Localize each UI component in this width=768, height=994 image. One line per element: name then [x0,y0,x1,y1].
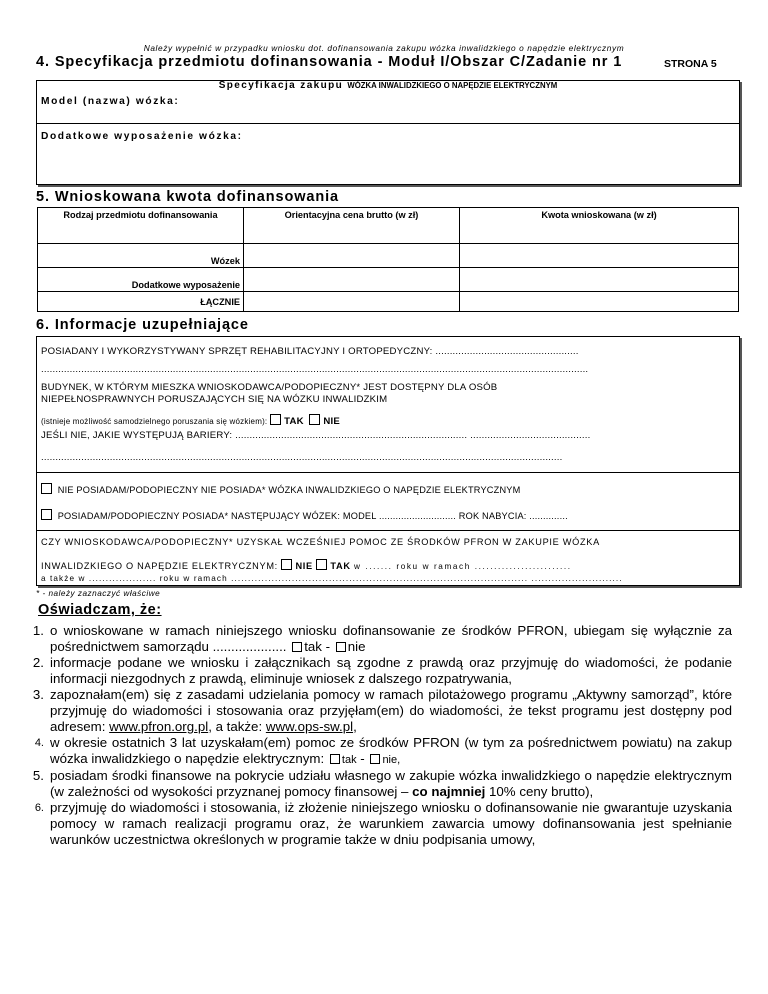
item-number: 2. [32,655,44,670]
price-cell-wheelchair[interactable] [244,244,460,268]
building-hint: (istnieje możliwość samodzielnego poruszania się wózkiem): [41,417,268,426]
price-cell-equipment[interactable] [244,268,460,292]
spec-label: Specyfikacja zakupu [218,80,344,91]
prior-help-line2a: INWALIDZKIEGO O NAPĘDZIE ELEKTRYCZNYM: [41,561,278,571]
spec-sublabel: WÓZKA INWALIDZKIEGO O NAPĘDZIE ELEKTRYCZNYM [347,81,558,90]
has-wheelchair-row [41,509,568,522]
item-text [50,735,732,768]
checkbox-nie[interactable] [309,414,320,425]
amount-cell-wheelchair[interactable] [460,244,739,268]
checkbox-prior-nie[interactable] [281,559,292,570]
prior-help-line3: a także w .................... roku w ramach ........................................................................................ ........................... [41,574,623,583]
item-text-b: , a także: [208,719,263,734]
item-text-a: posiadam środki finansowe na pokrycie udziału własnego w zakupie wózka inwalidzkiego o napędzie elektrycznym (w zależności od wysokości przyznanej pomocy finansowej – [50,768,732,799]
amount-cell-total[interactable] [460,292,739,312]
option-nie: nie [347,639,366,654]
list-item [16,735,732,768]
section5-title: 5. Wnioskowana kwota dofinansowania [36,189,340,205]
checkbox-tak[interactable] [330,754,340,764]
prior-help-line2b: w ....... roku w ramach ......................... [354,562,572,571]
list-item [16,623,732,655]
declaration-list [16,623,732,848]
spec-divider [37,123,739,124]
item-number: 5. [32,768,44,783]
item-text-a: w okresie ostatnich 3 lat uzyskałam(em) pomoc ze środków PFRON (w tym za pośrednictwem powiatu) na zakup wózka inwalidzkiego o napędzie elektrycznym: [50,735,732,766]
section6-title: 6. Informacje uzupełniające [36,317,249,333]
item-text-c: , [353,719,357,734]
col-header-price: Orientacyjna cena brutto (w zł) [244,208,460,244]
model-label: Model (nazwa) wózka: [41,96,180,107]
equipment-field[interactable] [41,145,735,181]
label-tak: TAK [284,416,304,427]
option-sep: - [325,639,331,654]
option-nie: nie, [382,754,401,766]
checkbox-nie[interactable] [336,642,346,652]
equipment-line: POSIADANY I WYKORZYSTYWANY SPRZĘT REHABILITACYJNY I ORTOPEDYCZNY: .................................................. [41,346,579,357]
top-note: Należy wypełnić w przypadku wniosku dot. dofinansowania zakupu wózka inwalidzkiego o napędzie elektrycznym [143,43,625,53]
price-cell-total[interactable] [244,292,460,312]
amount-cell-equipment[interactable] [460,268,739,292]
list-item [16,768,732,800]
divider [37,472,739,473]
spec-box [36,80,740,185]
item-text-bold: co najmniej [412,784,486,799]
label-prior-nie: NIE [295,561,313,571]
option-sep: - [360,751,365,766]
item-text [50,623,732,655]
spec-header [36,80,740,91]
option-tak: tak [304,639,322,654]
checkbox-tak[interactable] [270,414,281,425]
checkbox-no-wheelchair[interactable] [41,483,52,494]
row-label-wheelchair: Wózek [38,244,244,268]
item-number: 4. [34,737,44,749]
list-item [16,800,732,848]
no-wheelchair-text: NIE POSIADAM/PODOPIECZNY NIE POSIADA* WÓZKA INWALIDZKIEGO O NAPĘDZIE ELEKTRYCZNYM [57,485,521,495]
building-hint-row [41,414,340,427]
label-nie: NIE [323,416,340,427]
checkbox-tak[interactable] [292,642,302,652]
item-text [50,687,732,735]
dots-line2: ...................................................................................................................................................................................... [41,452,563,463]
checkbox-nie[interactable] [370,754,380,764]
prior-help-line1: CZY WNIOSKODAWCA/PODOPIECZNY* UZYSKAŁ WCZEŚNIEJ POMOC ZE ŚRODKÓW PFRON W ZAKUPIE WÓZKA [41,537,600,547]
item-text [50,768,732,800]
row-label-equipment: Dodatkowe wyposażenie [38,268,244,292]
page-label: STRONA 5 [664,58,717,70]
option-tak: tak [341,754,357,766]
item-text-a: o wnioskowane w ramach niniejszego wniosku dofinansowanie ze środków PFRON, ubiegam się wyłącznie za pośrednictwem samorządu .................... [50,623,732,654]
col-header-amount: Kwota wnioskowana (w zł) [460,208,739,244]
label-prior-tak: TAK [330,561,351,571]
pfron-link[interactable]: www.pfron.org.pl [109,719,209,734]
list-item [16,655,732,687]
item-text-a: zapoznałam(em) się z zasadami udzielania pomocy w ramach pilotażowego programu „Aktywny samorząd”, które przyjmuję do wiadomości i stosowania oraz przyjęłam(em) do wiadomości, że tekst programu jest dostępny pod adresem: [50,687,732,734]
item-text: przyjmuję do wiadomości i stosowania, iż złożenie niniejszego wniosku o dofinansowanie nie gwarantuje uzyskania pomocy w ramach realizacji programu oraz, że warunkiem zawarcia umowy dofinansowania jest spełnianie warunków uczestnictwa określonych w programie także w dniu podpisania umowy, [50,800,732,847]
divider [37,530,739,531]
section4-title: 4. Specyfikacja przedmiotu dofinansowania - Moduł I/Obszar C/Zadanie nr 1 [36,54,623,70]
item-text-b: 10% ceny brutto), [489,784,594,799]
checkbox-has-wheelchair[interactable] [41,509,52,520]
building-line1: BUDYNEK, W KTÓRYM MIESZKA WNIOSKODAWCA/PODOPIECZNY* JEST DOSTĘPNY DLA OSÓB [41,382,498,393]
checkbox-prior-tak[interactable] [316,559,327,570]
declaration-title: Oświadczam, że: [38,602,162,618]
ops-link[interactable]: www.ops-sw.pl [265,719,354,734]
model-field[interactable] [187,95,735,119]
dots-line: ............................................................................................................................................................................................... [41,364,589,375]
item-number: 3. [32,687,44,702]
footnote: * - należy zaznaczyć właściwe [36,589,161,598]
building-line2: NIEPEŁNOSPRAWNYCH PORUSZAJĄCYCH SIĘ NA WÓZKU INWALIDZKIM [41,394,388,405]
row-label-total: ŁĄCZNIE [38,292,244,312]
item-number: 1. [32,623,44,638]
has-wheelchair-text: POSIADAM/PODOPIECZNY POSIADA* NASTĘPUJĄCY WÓZEK: MODEL ............................ ROK NABYCIA: .............. [57,511,568,521]
barriers-line: JEŚLI NIE, JAKIE WYSTĘPUJĄ BARIERY: ................................................................................. .......................................... [41,430,591,441]
item-number: 6. [34,802,44,814]
item-text: informacje podane we wniosku i załącznikach są zgodne z prawdą oraz przyjmuję do wiadomości, że podanie informacji niezgodnych z prawdą, eliminuje wniosek z dalszego rozpatrywania, [50,655,732,686]
equipment-label: Dodatkowe wyposażenie wózka: [41,131,243,142]
col-header-type: Rodzaj przedmiotu dofinansowania [38,208,244,244]
list-item [16,687,732,735]
no-wheelchair-row [41,483,520,496]
prior-help-row [41,559,572,571]
funding-table [37,207,739,312]
